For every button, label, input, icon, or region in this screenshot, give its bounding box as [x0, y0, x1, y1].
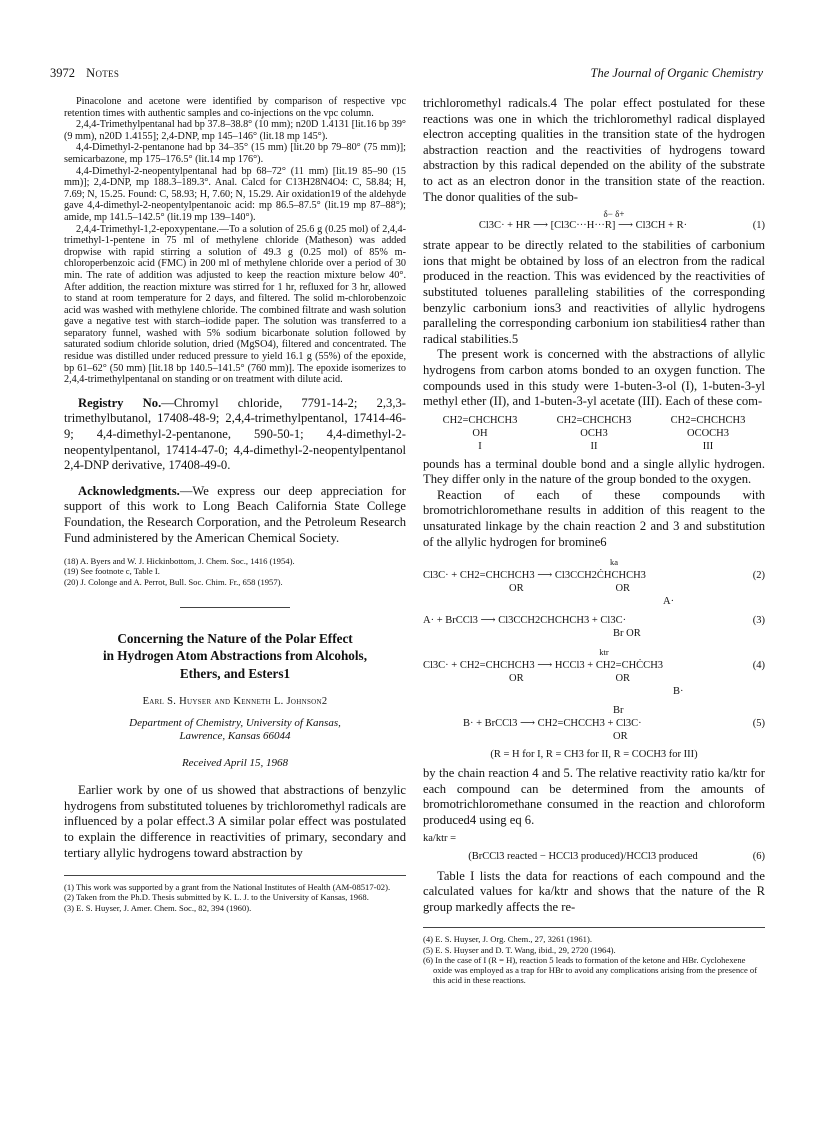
experimental-text: [64, 96, 406, 386]
right-para-1: trichloromethyl radicals.4 The polar effect postulated for these reactions was one in which the trichloromethyl radical displayed electron accepting qualities in the transition state of the hydrogen abstraction reaction and the reactivities of hydrogens toward abstraction by this radical depended on the ability of the substrate to act as an electron donor in the transition state of the reaction. The donor qualities of the sub-: [423, 96, 765, 204]
eq6-lhs: ka/ktr =: [423, 832, 457, 844]
footnotes-bottom: [64, 882, 406, 913]
experimental-paragraph: 4,4-Dimethyl-2-neopentylpentanal had bp 68–72° (11 mm) [lit.19 85–90 (15 mm)]; 2,4-DNP, mp 188.3–189.3°. Anal. Calcd for C13H28N4O4: C, 58.84; H, 7.69; N, 15.25. Found: C, 58.93; H, 7.60; N, 15.29. Air oxidation19 of the aldehyde gave 4,4-dimethyl-2-neopentylpentanoic acid: mp 86.5–87.5° (lit.19 mp 87–88°); amide, mp 141.5–142.5° (lit.19 mp 139–140°).: [64, 165, 406, 223]
article-title: Concerning the Nature of the Polar Effect in Hydrogen Atom Abstractions from Alcohols, Ethers, and Esters1: [102, 630, 367, 681]
acknowledgments-label: Acknowledgments.: [78, 483, 180, 498]
compound-I: CH2=CHCHCH3 OH I: [442, 414, 518, 452]
compound-II: CH2=CHCHCH3 OCH3 II: [556, 414, 632, 452]
footnote: (6) In the case of I (R = H), reaction 5 leads to formation of the ketone and HBr. Cyclohexene oxide was employed as a trap for HBr to avoid any complications arising from the presence of this acid in these reactions.: [423, 954, 758, 986]
right-para-7: Table I lists the data for reactions of each compound and the calculated values for ka/ktr and shows that the nature of the R group markedly affects the re-: [423, 868, 765, 914]
right-column: [423, 96, 765, 985]
equation-5: Br B· + BrCCl3 ⟶ CH2=CHCCH3 + Cl3C· (5) OR: [463, 705, 765, 743]
footnote: (19) See footnote c, Table I.: [64, 566, 160, 577]
compound-structures: [423, 414, 765, 453]
experimental-paragraph: Pinacolone and acetone were identified by comparison of respective vpc retention times with authentic samples and co-injections on the vpc column.: [64, 96, 406, 119]
registry-label: Registry No.: [78, 395, 162, 410]
equation-1: Cl3C· + HR ⟶ [Cl3C···H···R] ⟶ Cl3CH + R· (1): [478, 220, 765, 232]
equation-6: (BrCCl3 reacted − HCCl3 produced)/HCCl3 produced (6): [468, 850, 765, 862]
journal-name: The Journal of Organic Chemistry: [590, 66, 763, 80]
article-authors: Earl S. Huyser and Kenneth L. Johnson2: [142, 696, 328, 708]
acknowledgments-section: [64, 484, 406, 546]
compound-III: CH2=CHCHCH3 OCOCH3 III: [670, 414, 746, 452]
equation-2: ka Cl3C· + CH2=CHCHCH3 ⟶ Cl3CCH2ĊHCHCH3 (2) OR OR A·: [423, 557, 765, 608]
footnote-divider: [423, 927, 765, 928]
footnote: (18) A. Byers and W. J. Hickinbottom, J. Chem. Soc., 1416 (1954).: [64, 556, 295, 567]
experimental-paragraph: 2,4,4-Trimethylpentanal had bp 37.8–38.8° (10 mm); n20D 1.4131 [lit.16 bp 39° (9 mm), n20D 1.4155]; 2,4-DNP, mp 145–146° (lit.18 mp 145°).: [64, 119, 406, 142]
footnotes-right: [423, 934, 765, 985]
acknowledgments-text: —We express our deep appreciation for support of this work to Long Beach California State College Foundation, the Research Corporation, and the Petroleum Research Fund administered by the American Chemical Society.: [64, 483, 406, 545]
page-header: [50, 66, 763, 86]
experimental-paragraph: 4,4-Dimethyl-2-pentanone had bp 34–35° (15 mm) [lit.20 bp 79–80° (75 mm)]; semicarbazone, mp 175–176.5° (lit.14 mp 176°).: [64, 142, 406, 165]
article-intro: Earlier work by one of us showed that abstractions of benzylic hydrogens from substituted toluenes by trichloromethyl radicals are influenced by a polar effect.3 A similar polar effect was postulated to explain the difference in reactivities of primary, secondary and tertiary allylic hydrogens toward abstraction by: [64, 783, 406, 860]
equation-4: ktr Cl3C· + CH2=CHCHCH3 ⟶ HCCl3 + CH2=CHĊCH3 (4) OR OR B·: [423, 647, 765, 698]
section-name: Notes: [86, 66, 120, 80]
article-affiliation: Department of Chemistry, University of Kansas, Lawrence, Kansas 66044: [129, 717, 341, 743]
experimental-paragraph: 2,4,4-Trimethyl-1,2-epoxypentane.—To a solution of 25.6 g (0.25 mol) of 2,4,4-trimethyl-1-pentene in 75 ml of methylene chloride (Matheson) was added dropwise with rapid stirring a solution of 49.3 g (0.25 mol) of 85% m-chloroperbenzoic acid (FMC) in 200 ml of methylene chloride over a period of 30 min. The rate of addition was adjusted to keep the reaction mixture below 40°. After addition, the reaction mixture was stirred for 1 hr, refluxed for 3 hr, allowed to stand at room temperature for 2 days, and filtered. The solid m-chlorobenzoic acid was washed with methylene chloride. The combined filtrate and wash solution gave a negative test with starch–iodide paper. The solution was transferred to a separatory funnel, washed with 5% sodium bicarbonate solution followed by saturated sodium chloride solution, dried (MgSO4), filtered and concentrated. The residue was distilled under reduced pressure to yield 16.1 g (55%) of the epoxide, bp 61–62° (50 mm) [lit.18 bp 140.5–141.5° (760 mm)]. The epoxide isomerizes to 2,4,4-trimethylpentanal on standing or on treatment with dilute acid.: [64, 223, 406, 386]
right-para-2: strate appear to be directly related to the stabilities of carbonium ions that might be obtained by loss of an electron from the radical produced in the reaction. This was evidenced by the reactivities of substituted toluenes paralleling stabilities of the corresponding benzylic carbonium ions3 and reactivities of allylic hydrogens paralleling the corresponding carbonium ion stabilities4 rather than radical stabilities.5 The present work is concerned with the abstractions of allylic hydrogens from carbon atoms bonded to an oxygen function. The compounds used in this study were 1-buten-3-ol (I), 1-buten-3-yl methyl ether (II), and 1-buten-3-yl acetate (III). Each of these com-: [423, 238, 765, 409]
equation-3: A· + BrCCl3 ⟶ Cl3CCH2CHCHCH3 + Cl3C· (3) Br OR: [423, 615, 765, 640]
r-group-definition: (R = H for I, R = CH3 for II, R = COCH3 for III): [490, 749, 698, 761]
right-para-4: pounds has a terminal double bond and a single allylic hydrogen. They differ only in the nature of the group bonded to the oxygen. Reaction of each of these compounds with bromotrichloromethane results in addition of this reagent to the unsaturated linkage by the chain reaction 2 and 3 and substitution of the allylic hydrogen for bromine6: [423, 456, 765, 549]
footnote-divider: [64, 875, 406, 876]
eq1-charges: δ− δ+: [603, 209, 625, 220]
footnote: (5) E. S. Huyser and D. T. Wang, ibid., 29, 2720 (1964).: [423, 944, 616, 955]
section-divider: [180, 607, 290, 608]
left-column: [64, 96, 406, 913]
footnote: (1) This work was supported by a grant from the National Institutes of Health (AM-08517-02).: [64, 882, 391, 893]
footnote: (20) J. Colonge and A. Perrot, Bull. Soc. Chim. Fr., 658 (1957).: [64, 576, 283, 587]
received-date: Received April 15, 1968: [181, 757, 289, 770]
right-para-6: by the chain reaction 4 and 5. The relative reactivity ratio ka/ktr for each compound can be determined from the amounts of bromotrichloromethane consumed in the reaction and chloroform produced4 using eq 6.: [423, 766, 765, 828]
footnotes-top: [64, 556, 406, 587]
page-number: 3972: [50, 66, 75, 80]
registry-text: —Chromyl chloride, 7791-14-2; 2,3,3-trimethylbutanol, 17408-48-9; 2,4,4-trimethylpentanol, 17414-46-9; 4,4-dimethyl-2-pentanone, 590-50-1; 4,4-dimethyl-2-neopentylpentanol, 17414-47-0; 4,4-dimethyl-2-neopentylpentanol 2,4-DNP derivative, 17408-49-0.: [64, 395, 406, 473]
registry-section: [64, 396, 406, 474]
footnote: (2) Taken from the Ph.D. Thesis submitted by K. L. J. to the University of Kansas, 1968.: [64, 892, 369, 903]
footnote: (3) E. S. Huyser, J. Amer. Chem. Soc., 82, 394 (1960).: [64, 902, 252, 913]
footnote: (4) E. S. Huyser, J. Org. Chem., 27, 3261 (1961).: [423, 934, 592, 945]
